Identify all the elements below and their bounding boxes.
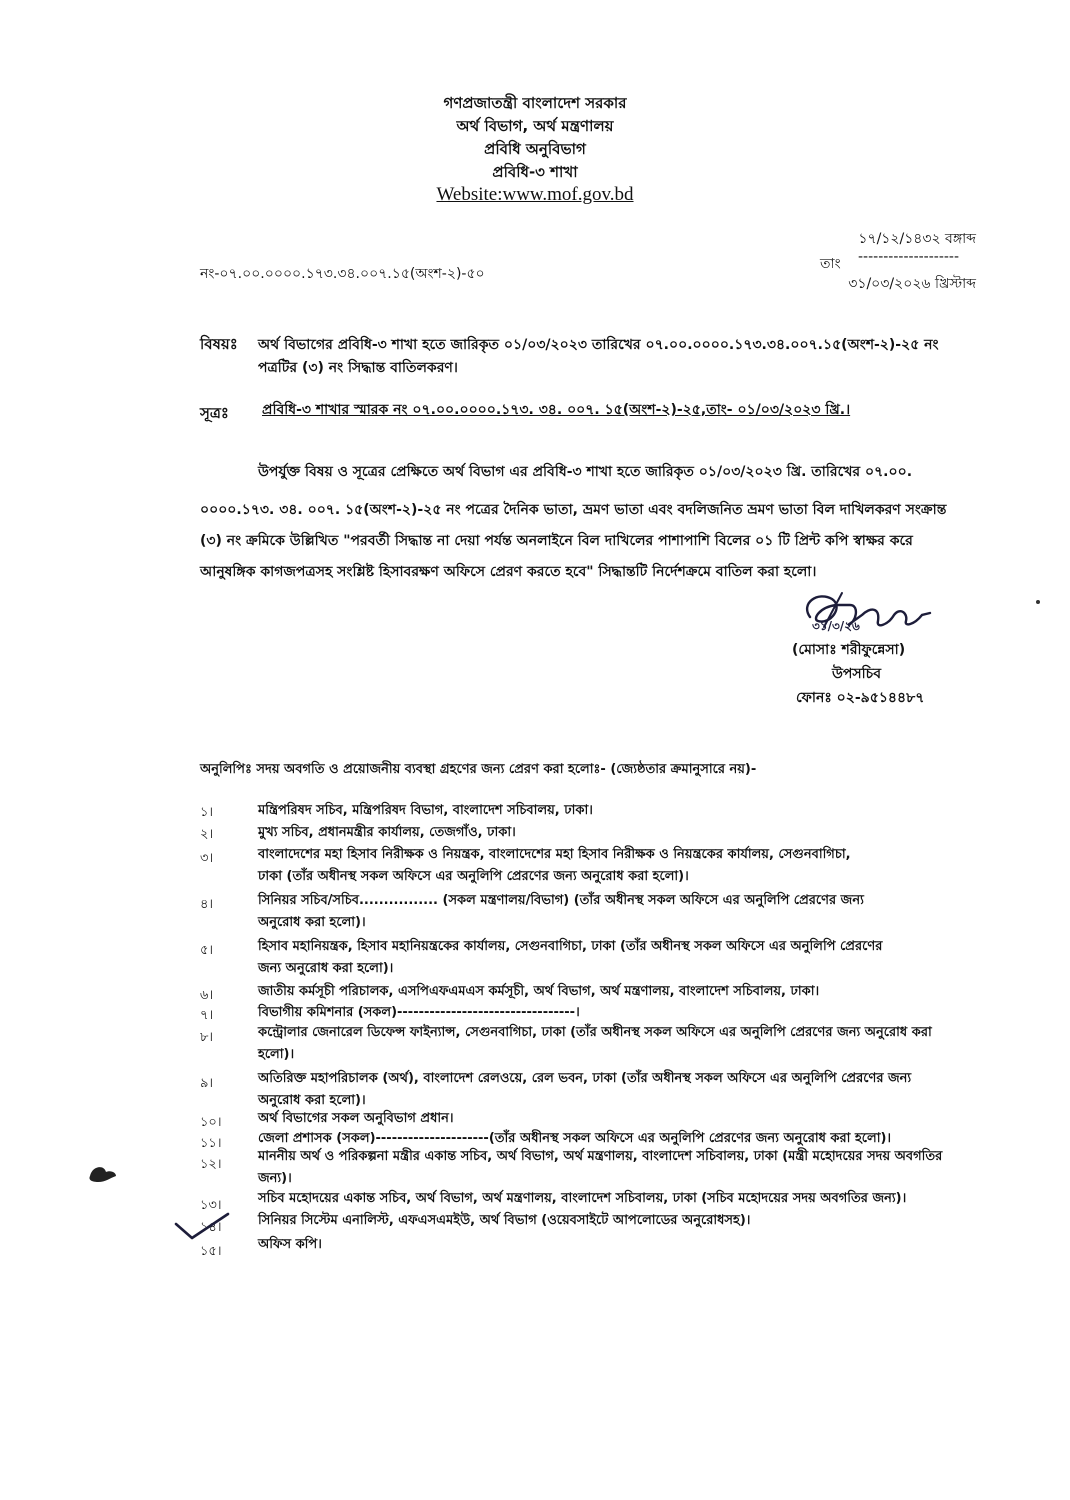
signatory-phone: ফোনঃ ০২-৯৫১৪৪৮৭ bbox=[796, 690, 925, 706]
copy-line: অনুরোধ করা হলো)। bbox=[258, 1093, 366, 1108]
copy-line: অর্থ বিভাগের সকল অনুবিভাগ প্রধান। bbox=[258, 1111, 454, 1126]
copy-line: জন্য)। bbox=[258, 1171, 292, 1186]
header-website[interactable]: Website:www.mof.gov.bd bbox=[436, 184, 634, 205]
copy-number: ৪। bbox=[200, 897, 214, 912]
copy-line: বিভাগীয় কমিশনার (সকল)---------------------------------। bbox=[258, 1005, 580, 1020]
copy-line: কন্ট্রোলার জেনারেল ডিফেন্স ফাইন্যান্স, সেগুনবাগিচা, ঢাকা (তাঁর অধীনস্থ সকল অফিসে এর অনুলিপি প্রেরণের জন্য অনুরোধ করা bbox=[258, 1025, 932, 1040]
checkmark-icon bbox=[172, 1210, 232, 1244]
copy-number: ৯। bbox=[200, 1076, 214, 1091]
copy-number: ৬। bbox=[200, 988, 214, 1003]
copy-number: ১৫। bbox=[200, 1244, 222, 1259]
copy-number: ৮। bbox=[200, 1030, 214, 1045]
ink-blot-icon bbox=[86, 1162, 120, 1186]
subject-line-2: পত্রটির (৩) নং সিদ্ধান্ত বাতিলকরণ। bbox=[258, 360, 458, 376]
copy-number: ৫। bbox=[200, 943, 214, 958]
body-line-1: উপর্যুক্ত বিষয় ও সূত্রের প্রেক্ষিতে অর্থ বিভাগ এর প্রবিধি-৩ শাখা হতে জারিকৃত ০১/০৩/২০২৩ খ্রি. তারিখের ০৭.০০. bbox=[258, 464, 913, 480]
body-line-2: ০০০০.১৭৩. ৩৪. ০০৭. ১৫(অংশ-২)-২৫ নং পত্রের দৈনিক ভাতা, ভ্রমণ ভাতা এবং বদলিজনিত ভ্রমণ ভাতা বিল দাখিলকরণ সংক্রান্ত bbox=[200, 502, 947, 518]
copy-line: অতিরিক্ত মহাপরিচালক (অর্থ), বাংলাদেশ রেলওয়ে, রেল ভবন, ঢাকা (তাঁর অধীনস্থ সকল অফিসে এর অনুলিপি প্রেরণের জন্য bbox=[258, 1071, 912, 1086]
body-line-4: আনুষঙ্গিক কাগজপত্রসহ সংশ্লিষ্ট হিসাবরক্ষণ অফিসে প্রেরণ করতে হবে" সিদ্ধান্তটি নির্দেশক্রমে বাতিল করা হলো। bbox=[200, 564, 817, 580]
signatory-name: (মোসাঃ শরীফুন্নেসা) bbox=[792, 642, 906, 658]
copy-number: ৭। bbox=[200, 1008, 214, 1023]
copy-line: সচিব মহোদয়ের একান্ত সচিব, অর্থ বিভাগ, অর্থ মন্ত্রণালয়, বাংলাদেশ সচিবালয়, ঢাকা (সচিব মহোদয়ের সদয় অবগতির জন্য)। bbox=[258, 1191, 907, 1206]
header-wing: প্রবিধি অনুবিভাগ bbox=[484, 140, 586, 158]
copy-line: ঢাকা (তাঁর অধীনস্থ সকল অফিসে এর অনুলিপি প্রেরণের জন্য অনুরোধ করা হলো)। bbox=[258, 869, 689, 884]
copy-number: ৩। bbox=[200, 851, 214, 866]
copy-number: ১০। bbox=[200, 1115, 222, 1130]
header-government: গণপ্রজাতন্ত্রী বাংলাদেশ সরকার bbox=[443, 94, 627, 112]
copy-line: হলো)। bbox=[258, 1047, 295, 1062]
copy-line: অফিস কপি। bbox=[258, 1237, 322, 1252]
header-branch: প্রবিধি-৩ শাখা bbox=[492, 163, 578, 181]
copy-line: হিসাব মহানিয়ন্ত্রক, হিসাব মহানিয়ন্ত্রকের কার্যালয়, সেগুনবাগিচা, ঢাকা (তাঁর অধীনস্থ সকল অফিসে এর অনুলিপি প্রেরণের bbox=[258, 939, 883, 954]
copy-line: মন্ত্রিপরিষদ সচিব, মন্ত্রিপরিষদ বিভাগ, বাংলাদেশ সচিবালয়, ঢাকা। bbox=[258, 803, 593, 818]
subject-line-1: অর্থ বিভাগের প্রবিধি-৩ শাখা হতে জারিকৃত ০১/০৩/২০২৩ তারিখের ০৭.০০.০০০০.১৭৩.৩৪.০০৭.১৫(অংশ-২)-২৫ নং bbox=[258, 337, 939, 353]
copy-line: সিনিয়র সচিব/সচিব................ (সকল মন্ত্রণালয়/বিভাগ) (তাঁর অধীনস্থ সকল অফিসে এর অনুলিপি প্রেরণের জন্য bbox=[258, 893, 864, 908]
copy-line: বাংলাদেশের মহা হিসাব নিরীক্ষক ও নিয়ন্ত্রক, বাংলাদেশের মহা হিসাব নিরীক্ষক ও নিয়ন্ত্রকের কার্যালয়, সেগুনবাগিচা, bbox=[258, 847, 851, 862]
memo-number: নং-০৭.০০.০০০০.১৭৩.৩৪.০০৭.১৫(অংশ-২)-৫০ bbox=[200, 266, 485, 282]
copy-line: জন্য অনুরোধ করা হলো)। bbox=[258, 961, 394, 976]
copy-intro: অনুলিপিঃ সদয় অবগতি ও প্রয়োজনীয় ব্যবস্থা গ্রহণের জন্য প্রেরণ করা হলোঃ- (জ্যেষ্ঠতার ক্রমানুসারে নয়)- bbox=[200, 762, 757, 777]
header-ministry: অর্থ বিভাগ, অর্থ মন্ত্রণালয় bbox=[456, 117, 614, 135]
date-dashes: -------------------- bbox=[858, 249, 960, 265]
copy-number: ২। bbox=[200, 827, 214, 842]
signatory-designation: উপসচিব bbox=[832, 666, 882, 682]
copy-line: মাননীয় অর্থ ও পরিকল্পনা মন্ত্রীর একান্ত সচিব, অর্থ বিভাগ, অর্থ মন্ত্রণালয়, বাংলাদেশ সচিবালয়, ঢাকা (মন্ত্রী মহোদয়ের সদয় অবগতির bbox=[258, 1149, 943, 1164]
date-gregorian: ৩১/০৩/২০২৬ খ্রিস্টাব্দ bbox=[848, 276, 976, 292]
reference-label: সূত্রঃ bbox=[200, 404, 229, 422]
signature-date: ৩১/৩/২৬ bbox=[812, 619, 860, 633]
copy-line: সিনিয়র সিস্টেম এনালিস্ট, এফএসএমইউ, অর্থ বিভাগ (ওয়েবসাইটে আপলোডের অনুরোধসহ)। bbox=[258, 1213, 751, 1228]
copy-line: মুখ্য সচিব, প্রধানমন্ত্রীর কার্যালয়, তেজগাঁও, ঢাকা। bbox=[258, 825, 516, 840]
copy-number: ১৪। bbox=[200, 1220, 222, 1235]
copy-number: ১৩। bbox=[200, 1198, 222, 1213]
copy-line: জেলা প্রশাসক (সকল)---------------------(তাঁর অধীনস্থ সকল অফিসে এর অনুলিপি প্রেরণের জন্য অনুরোধ করা হলো)। bbox=[258, 1131, 892, 1146]
margin-dot bbox=[1036, 600, 1040, 604]
copy-number: ১১। bbox=[200, 1136, 222, 1151]
date-label: তাং bbox=[820, 256, 841, 272]
copy-line: অনুরোধ করা হলো)। bbox=[258, 915, 366, 930]
body-line-3: (৩) নং ক্রমিকে উল্লিখিত "পরবর্তী সিদ্ধান্ত না দেয়া পর্যন্ত অনলাইনে বিল দাখিলের পাশাপাশি বিলের ০১ টি প্রিন্ট কপি স্বাক্ষর করে bbox=[200, 533, 913, 549]
copy-number: ১২। bbox=[200, 1157, 222, 1172]
reference-text: প্রবিধি-৩ শাখার স্মারক নং ০৭.০০.০০০০.১৭৩. ৩৪. ০০৭. ১৫(অংশ-২)-২৫,তাং- ০১/০৩/২০২৩ খ্রি.। bbox=[262, 402, 851, 418]
copy-line: জাতীয় কর্মসূচী পরিচালক, এসপিএফএমএস কর্মসূচী, অর্থ বিভাগ, অর্থ মন্ত্রণালয়, বাংলাদেশ সচিবালয়, ঢাকা। bbox=[258, 984, 820, 999]
copy-number: ১। bbox=[200, 805, 214, 820]
subject-label: বিষয়ঃ bbox=[200, 335, 238, 353]
date-bangla: ১৭/১২/১৪৩২ বঙ্গাব্দ bbox=[858, 231, 976, 247]
